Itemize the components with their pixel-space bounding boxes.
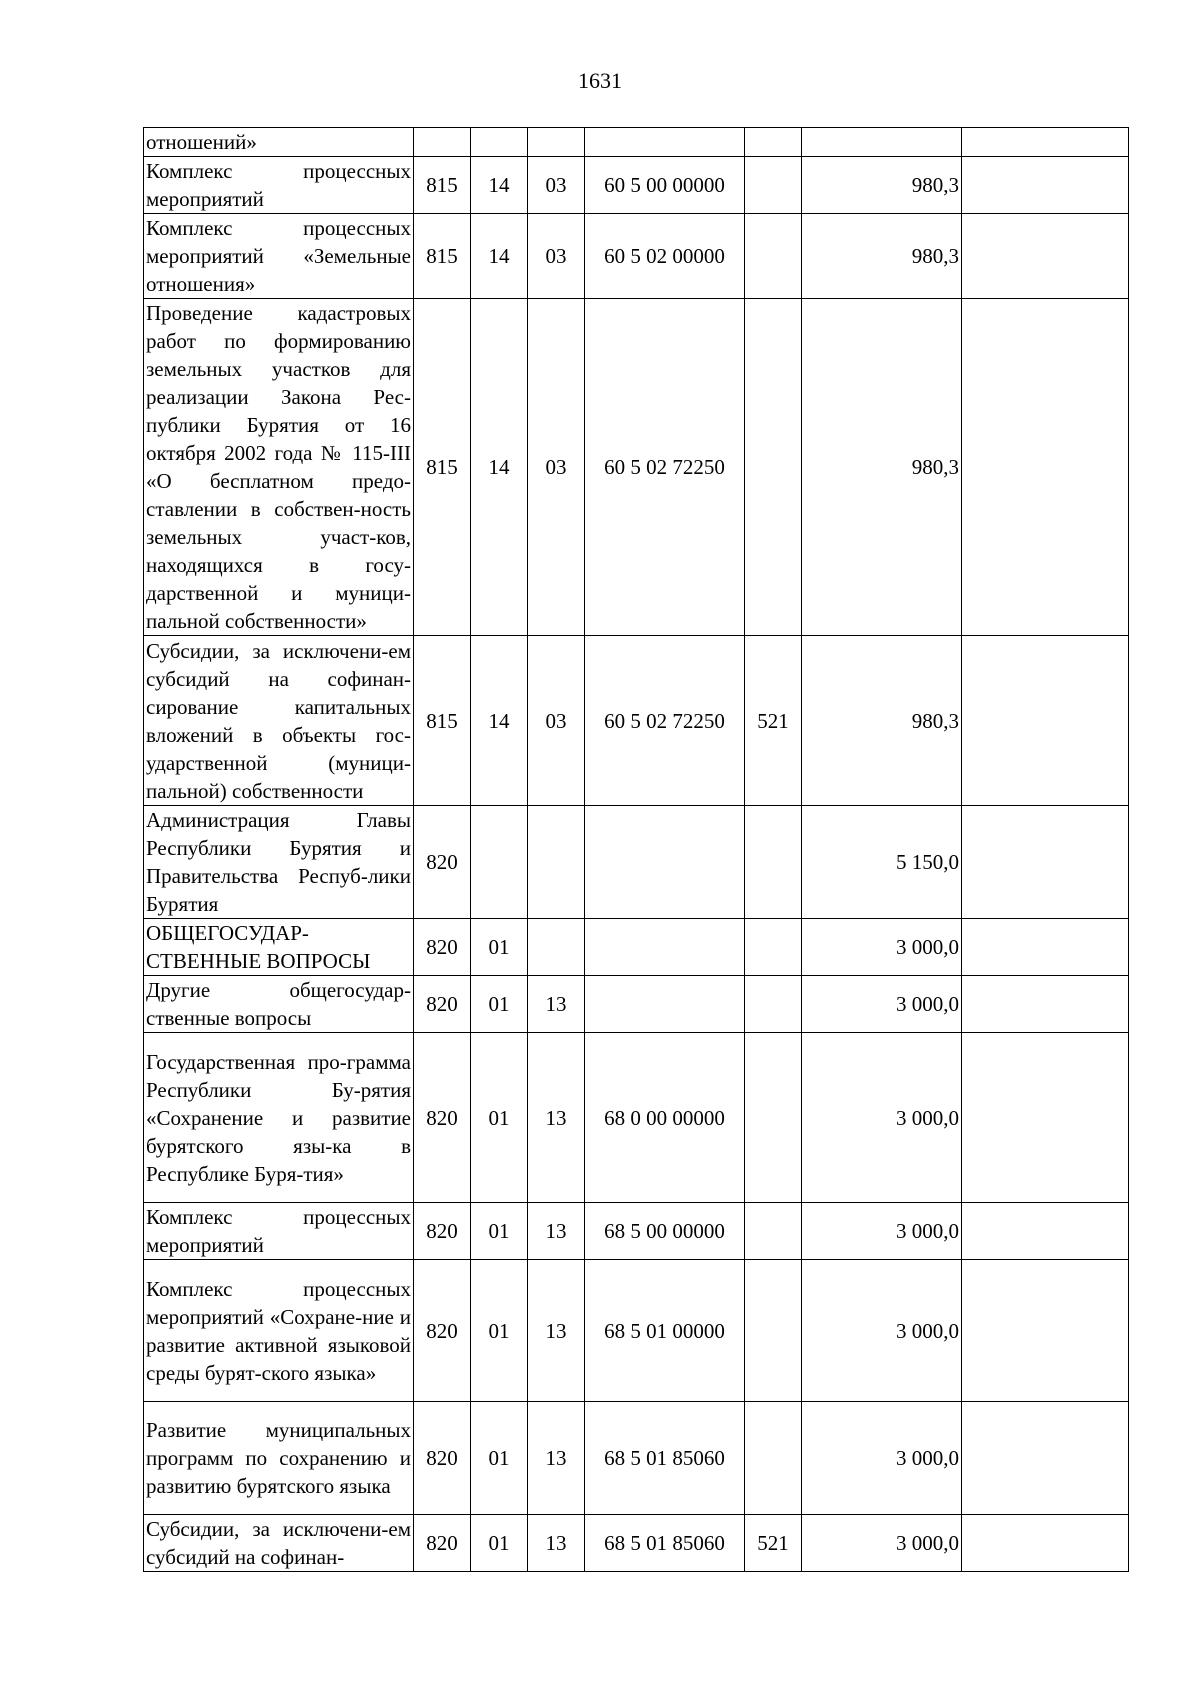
pr-code-cell: 03: [528, 214, 585, 299]
sum-cell: [802, 128, 962, 157]
row-name-cell: ОБЩЕГОСУДАР-СТВЕННЫЕ ВОПРОСЫ: [144, 919, 414, 976]
csr-code-cell: 60 5 00 00000: [585, 157, 745, 214]
rz-code-cell: 01: [471, 1033, 528, 1203]
rz-code-cell: 01: [471, 1203, 528, 1260]
vr-code-cell: [745, 1033, 802, 1203]
extra-cell: [962, 976, 1129, 1033]
vr-code-cell: [745, 919, 802, 976]
csr-code-cell: [585, 976, 745, 1033]
table-row: [144, 214, 1129, 299]
csr-code-cell: 60 5 02 00000: [585, 214, 745, 299]
row-name-cell: Администрация Главы Республики Бурятия и Правительства Респуб-лики Бурятия: [144, 806, 414, 919]
vr-code-cell: [745, 1203, 802, 1260]
ved-code-cell: 820: [414, 1203, 471, 1260]
vr-code-cell: [745, 806, 802, 919]
vr-code-cell: [745, 976, 802, 1033]
page-number: 1631: [578, 68, 622, 93]
pr-code-cell: 13: [528, 1402, 585, 1515]
rz-code-cell: [471, 128, 528, 157]
csr-code-cell: [585, 919, 745, 976]
csr-code-cell: [585, 806, 745, 919]
pr-code-cell: 13: [528, 1515, 585, 1572]
row-name-cell: Государственная про-грамма Республики Бу-рятия «Сохранение и развитие бурятского язы-ка в Республике Буря-тия»: [144, 1033, 414, 1203]
row-name-cell: отношений»: [144, 128, 414, 157]
row-name-cell: Субсидии, за исключени-ем субсидий на софинан-: [144, 1515, 414, 1572]
ved-code-cell: 820: [414, 806, 471, 919]
csr-code-cell: 68 5 01 85060: [585, 1515, 745, 1572]
ved-code-cell: 815: [414, 636, 471, 806]
csr-code-cell: 60 5 02 72250: [585, 636, 745, 806]
pr-code-cell: 13: [528, 1260, 585, 1402]
rz-code-cell: 01: [471, 976, 528, 1033]
extra-cell: [962, 128, 1129, 157]
table-row: [144, 1033, 1129, 1203]
csr-code-cell: 68 5 00 00000: [585, 1203, 745, 1260]
ved-code-cell: 820: [414, 1402, 471, 1515]
rz-code-cell: 14: [471, 157, 528, 214]
pr-code-cell: 03: [528, 636, 585, 806]
table-row: [144, 806, 1129, 919]
ved-code-cell: 815: [414, 157, 471, 214]
table-row: [144, 128, 1129, 157]
pr-code-cell: [528, 128, 585, 157]
rz-code-cell: [471, 806, 528, 919]
row-name-cell: Комплекс процессных мероприятий: [144, 1203, 414, 1260]
vr-code-cell: [745, 1402, 802, 1515]
csr-code-cell: 68 0 00 00000: [585, 1033, 745, 1203]
vr-code-cell: 521: [745, 636, 802, 806]
table-row: [144, 1203, 1129, 1260]
sum-cell: 3 000,0: [802, 976, 962, 1033]
extra-cell: [962, 806, 1129, 919]
csr-code-cell: 60 5 02 72250: [585, 299, 745, 636]
extra-cell: [962, 1260, 1129, 1402]
sum-cell: 3 000,0: [802, 919, 962, 976]
vr-code-cell: [745, 128, 802, 157]
row-name-cell: Комплекс процессных мероприятий «Земельные отношения»: [144, 214, 414, 299]
sum-cell: 980,3: [802, 157, 962, 214]
sum-cell: 3 000,0: [802, 1515, 962, 1572]
sum-cell: 3 000,0: [802, 1402, 962, 1515]
ved-code-cell: 815: [414, 214, 471, 299]
pr-code-cell: [528, 919, 585, 976]
pr-code-cell: 13: [528, 1033, 585, 1203]
rz-code-cell: 14: [471, 636, 528, 806]
table-row: [144, 1402, 1129, 1515]
pr-code-cell: 13: [528, 1203, 585, 1260]
table-row: [144, 976, 1129, 1033]
row-name-cell: Развитие муниципальных программ по сохранению и развитию бурятского языка: [144, 1402, 414, 1515]
sum-cell: 980,3: [802, 636, 962, 806]
pr-code-cell: 03: [528, 299, 585, 636]
ved-code-cell: [414, 128, 471, 157]
row-name-cell: Проведение кадастровых работ по формированию земельных участков для реализации Закона Рес-публики Бурятия от 16 октября 2002 года № 115-III «О бесплатном предо-ставлении в собствен-ность земельных участ-ков, находящихся в госу-дарственной и муници-пальной собственности»: [144, 299, 414, 636]
vr-code-cell: 521: [745, 1515, 802, 1572]
table-body: [144, 128, 1129, 1572]
sum-cell: 980,3: [802, 214, 962, 299]
ved-code-cell: 820: [414, 1033, 471, 1203]
row-name-cell: Комплекс процессных мероприятий «Сохране-ние и развитие активной языковой среды бурят-ского языка»: [144, 1260, 414, 1402]
extra-cell: [962, 1203, 1129, 1260]
rz-code-cell: 14: [471, 299, 528, 636]
rz-code-cell: 01: [471, 919, 528, 976]
table-row: [144, 1260, 1129, 1402]
rz-code-cell: 01: [471, 1515, 528, 1572]
extra-cell: [962, 157, 1129, 214]
ved-code-cell: 820: [414, 1260, 471, 1402]
extra-cell: [962, 299, 1129, 636]
budget-table: [143, 127, 1129, 1572]
vr-code-cell: [745, 1260, 802, 1402]
pr-code-cell: 13: [528, 976, 585, 1033]
rz-code-cell: 14: [471, 214, 528, 299]
csr-code-cell: 68 5 01 85060: [585, 1402, 745, 1515]
extra-cell: [962, 1515, 1129, 1572]
vr-code-cell: [745, 214, 802, 299]
row-name-cell: Субсидии, за исключени-ем субсидий на софинан-сирование капитальных вложений в объекты гос-ударственной (муници-пальной) собственности: [144, 636, 414, 806]
sum-cell: 3 000,0: [802, 1203, 962, 1260]
vr-code-cell: [745, 157, 802, 214]
csr-code-cell: [585, 128, 745, 157]
sum-cell: 3 000,0: [802, 1260, 962, 1402]
pr-code-cell: [528, 806, 585, 919]
extra-cell: [962, 636, 1129, 806]
table-row: [144, 299, 1129, 636]
vr-code-cell: [745, 299, 802, 636]
row-name-cell: Другие общегосудар-ственные вопросы: [144, 976, 414, 1033]
table-row: [144, 636, 1129, 806]
ved-code-cell: 815: [414, 299, 471, 636]
extra-cell: [962, 1402, 1129, 1515]
ved-code-cell: 820: [414, 919, 471, 976]
rz-code-cell: 01: [471, 1260, 528, 1402]
sum-cell: 3 000,0: [802, 1033, 962, 1203]
csr-code-cell: 68 5 01 00000: [585, 1260, 745, 1402]
sum-cell: 980,3: [802, 299, 962, 636]
sum-cell: 5 150,0: [802, 806, 962, 919]
ved-code-cell: 820: [414, 976, 471, 1033]
table-row: [144, 919, 1129, 976]
extra-cell: [962, 919, 1129, 976]
extra-cell: [962, 1033, 1129, 1203]
row-name-cell: Комплекс процессных мероприятий: [144, 157, 414, 214]
pr-code-cell: 03: [528, 157, 585, 214]
extra-cell: [962, 214, 1129, 299]
rz-code-cell: 01: [471, 1402, 528, 1515]
table-row: [144, 1515, 1129, 1572]
table-row: [144, 157, 1129, 214]
ved-code-cell: 820: [414, 1515, 471, 1572]
